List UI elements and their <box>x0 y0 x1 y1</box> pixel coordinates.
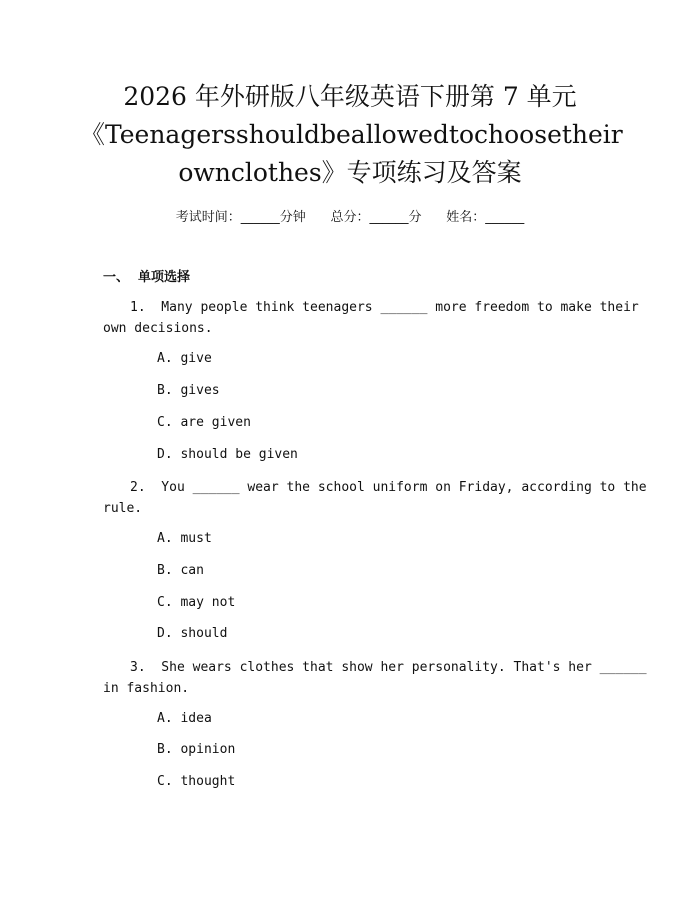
option-1b: B. gives <box>157 383 220 398</box>
title-line-2: 《Teenagersshouldbeallowedtochoosetheir <box>80 120 623 149</box>
option-2a: A. must <box>157 531 212 546</box>
option-3b: B. opinion <box>157 742 236 757</box>
question-text: 1. Many people think teenagers ______ more freedom to make their <box>130 300 639 315</box>
question-text: 2. You ______ wear the school uniform on Friday, according to the <box>130 480 647 495</box>
option-1d: D. should be given <box>157 447 298 462</box>
question-3 <box>103 657 647 699</box>
exam-info-line: 考试时间：______分钟 总分：______分 姓名：______ <box>175 210 525 225</box>
option-1a: A. give <box>157 351 212 366</box>
section-heading: 一、 单项选择 <box>103 270 191 285</box>
option-3a: A. idea <box>157 711 212 726</box>
option-2b: B. can <box>157 563 204 578</box>
option-1c: C. are given <box>157 415 251 430</box>
question-1 <box>103 297 639 339</box>
option-2d: D. should <box>157 626 228 641</box>
question-2 <box>103 477 647 519</box>
option-3c: C. thought <box>157 774 236 789</box>
title-line-3: ownclothes》专项练习及答案 <box>178 158 522 187</box>
document-title <box>80 78 623 192</box>
question-text-continued: own decisions. <box>103 321 213 336</box>
title-line-1: 2026 年外研版八年级英语下册第 7 单元 <box>123 82 577 111</box>
question-text: 3. She wears clothes that show her personality. That's her ______ <box>130 660 647 675</box>
option-2c: C. may not <box>157 595 236 610</box>
question-text-continued: rule. <box>103 501 143 516</box>
question-text-continued: in fashion. <box>103 681 190 696</box>
